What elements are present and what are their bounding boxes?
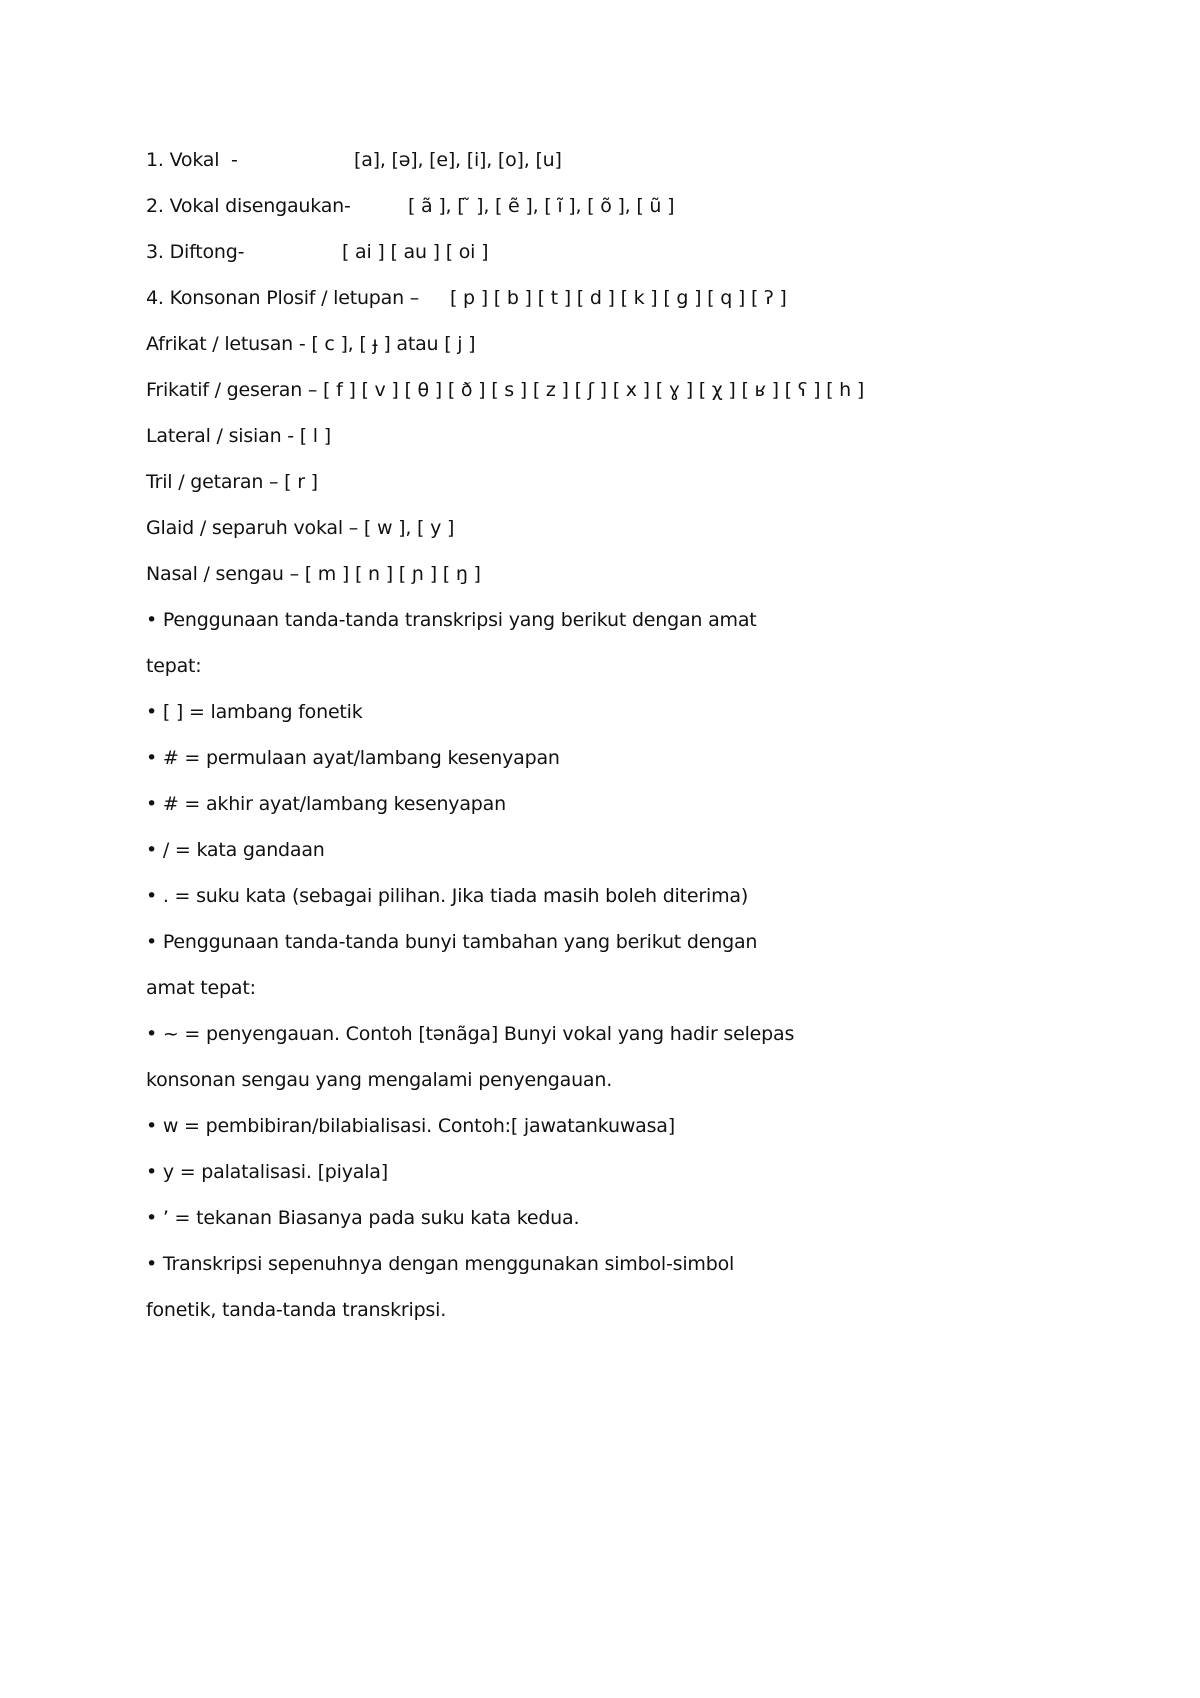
bullet-akhir-ayat: • # = akhir ayat/lambang kesenyapan (146, 793, 506, 815)
vokal-sengau-symbols: [ ã ], [ ̃ ], [ ẽ ], [ ĩ ], [ õ ], [ ũ ] (408, 195, 675, 217)
lateral-line: Lateral / sisian - [ l ] (146, 425, 331, 447)
diftong-label: 3. Diftong- (146, 241, 245, 263)
bullet-penyengauan-cont: konsonan sengau yang mengalami penyengauan. (146, 1069, 613, 1091)
plosif-symbols: [ p ] [ b ] [ t ] [ d ] [ k ] [ g ] [ q ] [ ʔ ] (450, 287, 787, 309)
frikatif-line: Frikatif / geseran – [ f ] [ v ] [ θ ] [ ð ] [ s ] [ z ] [ ʃ ] [ x ] [ ɣ ] [ χ ] [ ʁ ] [ ʕ ] [ h ] (146, 379, 865, 401)
bullet-kata-gandaan: • / = kata gandaan (146, 839, 325, 861)
bullet-tekanan: • ’ = tekanan Biasanya pada suku kata kedua. (146, 1207, 580, 1229)
tril-line: Tril / getaran – [ r ] (146, 471, 318, 493)
plosif-label: 4. Konsonan Plosif / letupan – (146, 287, 420, 309)
bullet-bunyi-tambahan-heading: • Penggunaan tanda-tanda bunyi tambahan yang berikut dengan (146, 931, 758, 953)
bullet-transkripsi-heading-cont: tepat: (146, 655, 202, 677)
bullet-pembibiran: • w = pembibiran/bilabialisasi. Contoh:[ jawatankuwasa] (146, 1115, 675, 1137)
bullet-permulaan-ayat: • # = permulaan ayat/lambang kesenyapan (146, 747, 560, 769)
glaid-line: Glaid / separuh vokal – [ w ], [ y ] (146, 517, 455, 539)
bullet-transkripsi-penuh: • Transkripsi sepenuhnya dengan menggunakan simbol-simbol (146, 1253, 735, 1275)
diftong-symbols: [ ai ] [ au ] [ oi ] (342, 241, 489, 263)
bullet-penyengauan: • ~ = penyengauan. Contoh [tənãga] Bunyi vokal yang hadir selepas (146, 1023, 795, 1045)
vokal-symbols: [a], [ə], [e], [i], [o], [u] (354, 149, 562, 171)
bullet-palatalisasi: • y = palatalisasi. [piyala] (146, 1161, 388, 1183)
bullet-transkripsi-heading: • Penggunaan tanda-tanda transkripsi yang berikut dengan amat (146, 609, 757, 631)
bullet-lambang-fonetik: • [ ] = lambang fonetik (146, 701, 363, 723)
vokal-label: 1. Vokal - (146, 149, 238, 171)
bullet-bunyi-tambahan-heading-cont: amat tepat: (146, 977, 256, 999)
afrikat-line: Afrikat / letusan - [ c ], [ ɟ ] atau [ j ] (146, 333, 476, 355)
bullet-suku-kata: • . = suku kata (sebagai pilihan. Jika tiada masih boleh diterima) (146, 885, 749, 907)
vokal-sengau-label: 2. Vokal disengaukan- (146, 195, 351, 217)
bullet-transkripsi-penuh-cont: fonetik, tanda-tanda transkripsi. (146, 1299, 447, 1321)
nasal-line: Nasal / sengau – [ m ] [ n ] [ ɲ ] [ ŋ ] (146, 563, 481, 585)
